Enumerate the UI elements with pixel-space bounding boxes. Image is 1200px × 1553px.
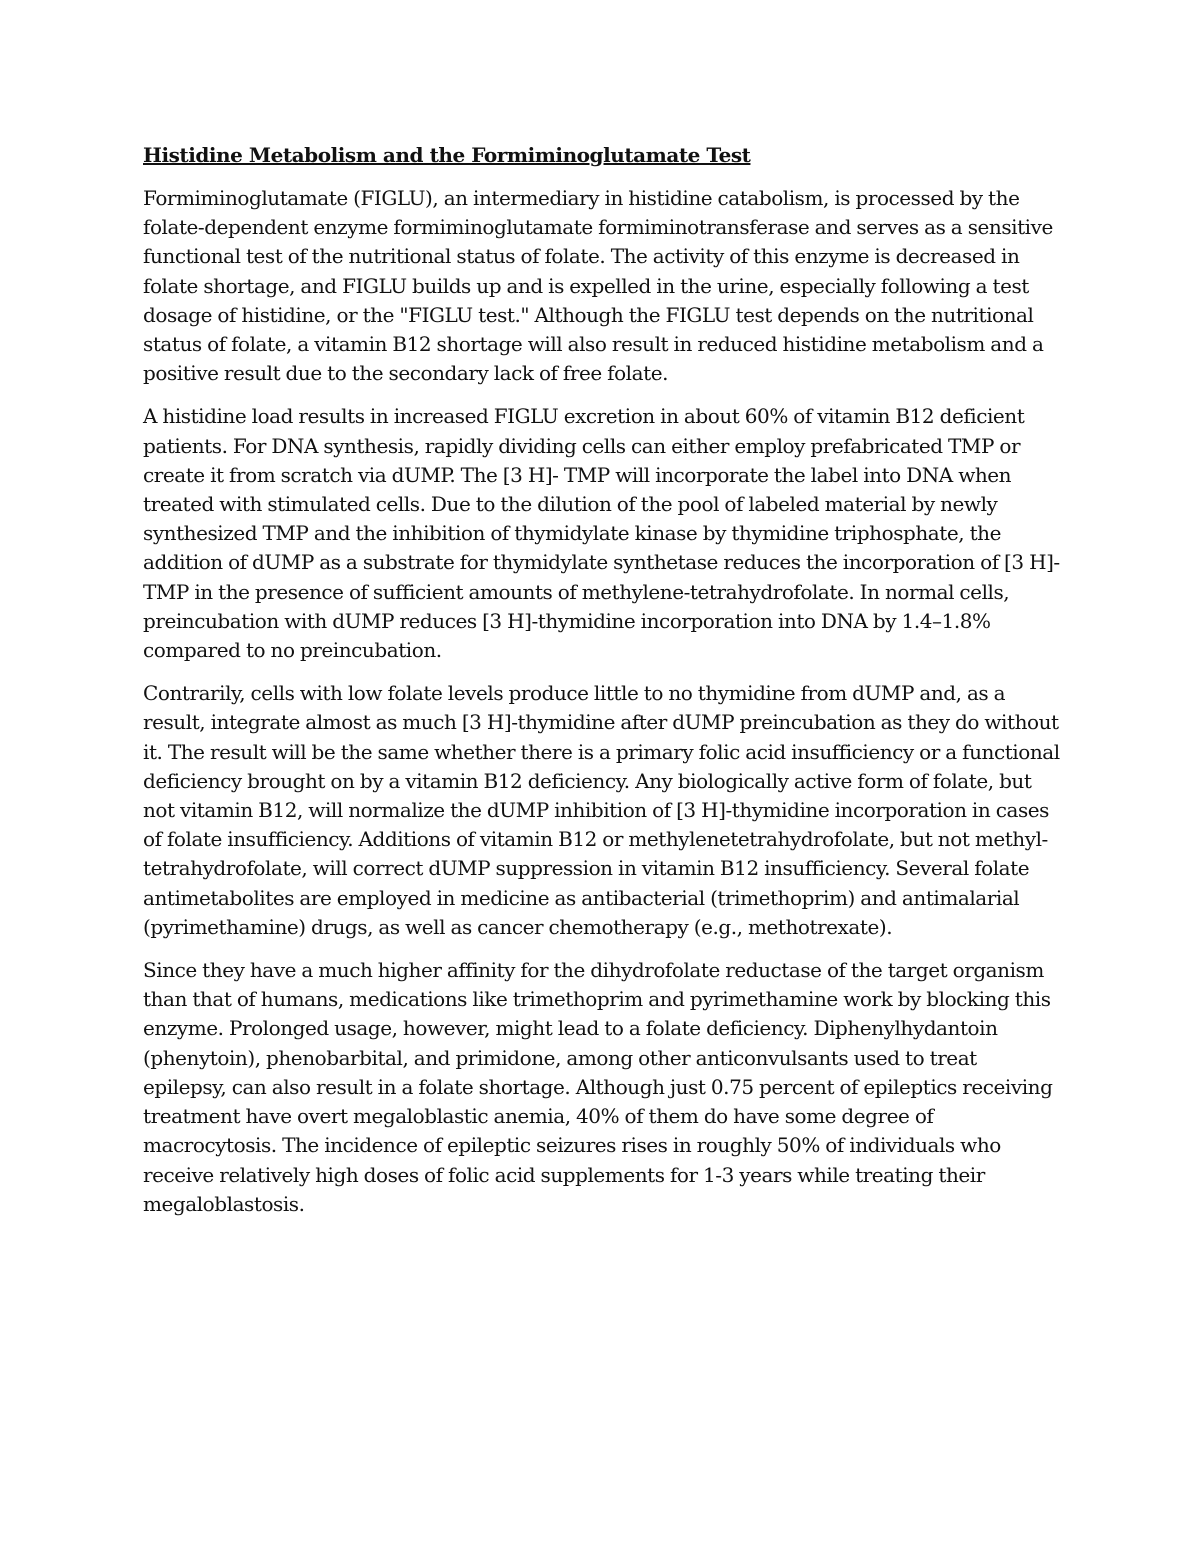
paragraph-low-folate-cells: Contrarily, cells with low folate levels produce little to no thymidine from dUMP and, as a result, integrate almost as much [3 H]-thymidine after dUMP preincubation as they do without it. The result will be the same whether there is a primary folic acid insufficiency or a functional deficiency brought on by a vitamin B12 deficiency. Any biologically active form of folate, but not vitamin B12, will normalize the dUMP inhibition of [3 H]-thymidine incorporation in cases of folate insufficiency. Additions of vitamin B12 or methylenetetrahydrofolate, but not methyl-tetrahydrofolate, will correct dUMP suppression in vitamin B12 insufficiency. Several folate antimetabolites are employed in medicine as antibacterial (trimethoprim) and antimalarial (pyrimethamine) drugs, as well as cancer chemotherapy (e.g., methotrexate).: [143, 681, 1060, 939]
paragraph-antifolate-drugs: Since they have a much higher affinity for the dihydrofolate reductase of the target organism than that of humans, medications like trimethoprim and pyrimethamine work by blocking this enzyme. Prolonged usage, however, might lead to a folate deficiency. Diphenylhydantoin (phenytoin), phenobarbital, and primidone, among other anticonvulsants used to treat epilepsy, can also result in a folate shortage. Although just 0.75 percent of epileptics receiving treatment have overt megaloblastic anemia, 40% of them do have some degree of macrocytosis. The incidence of epileptic seizures rises in roughly 50% of individuals who receive relatively high doses of folic acid supplements for 1-3 years while treating their megaloblastosis.: [143, 958, 1053, 1216]
paragraph-histidine-load: A histidine load results in increased FIGLU excretion in about 60% of vitamin B12 deficient patients. For DNA synthesis, rapidly dividing cells can either employ prefabricated TMP or create it from scratch via dUMP. The [3 H]- TMP will incorporate the label into DNA when treated with stimulated cells. Due to the dilution of the pool of labeled material by newly synthesized TMP and the inhibition of thymidylate kinase by thymidine triphosphate, the addition of dUMP as a substrate for thymidylate synthetase reduces the incorporation of [3 H]-TMP in the presence of sufficient amounts of methylene-tetrahydrofolate. In normal cells, preincubation with dUMP reduces [3 H]-thymidine incorporation into DNA by 1.4–1.8% compared to no preincubation.: [143, 404, 1060, 663]
paragraph-figlu-intro: Formiminoglutamate (FIGLU), an intermediary in histidine catabolism, is processed by the folate-dependent enzyme formiminoglutamate formiminotransferase and serves as a sensitive functional test of the nutritional status of folate. The activity of this enzyme is decreased in folate shortage, and FIGLU builds up and is expelled in the urine, especially following a test dosage of histidine, or the "FIGLU test." Although the FIGLU test depends on the nutritional status of folate, a vitamin B12 shortage will also result in reduced histidine metabolism and a positive result due to the secondary lack of free folate.: [143, 186, 1053, 386]
document-body: [143, 141, 1063, 1233]
document-title: Histidine Metabolism and the Formiminoglutamate Test: [143, 143, 751, 167]
